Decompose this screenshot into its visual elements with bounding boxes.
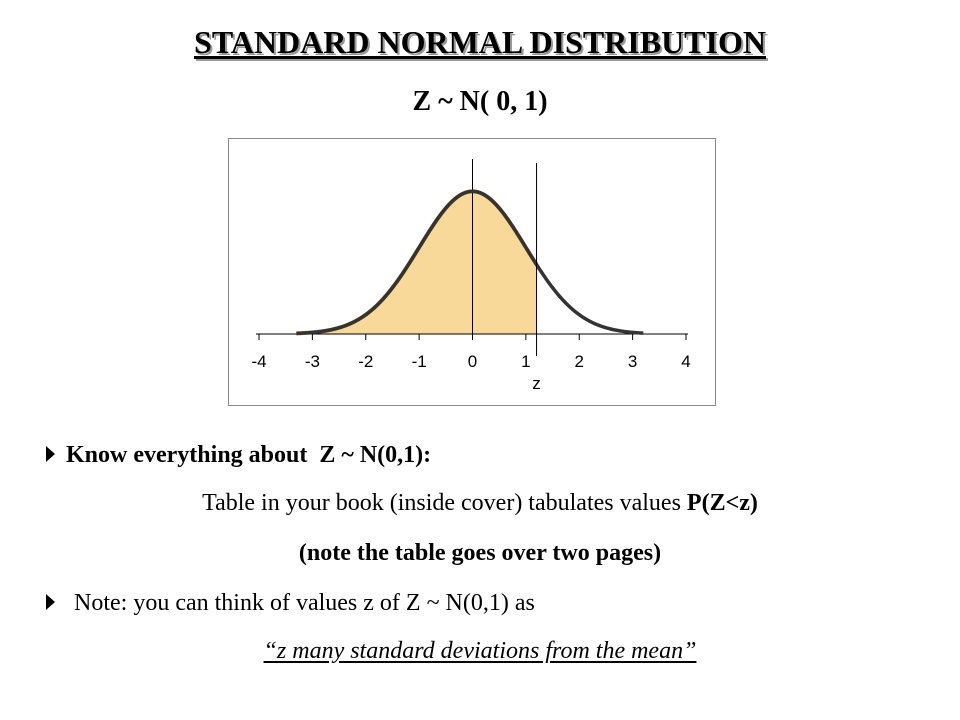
x-tick-label: 4 — [681, 352, 691, 371]
table-note — [0, 490, 960, 517]
table-note-text: Table in your book (inside cover) tabulates values — [202, 490, 687, 516]
x-tick-label: -2 — [358, 352, 374, 371]
x-tick-label: -4 — [251, 352, 267, 371]
x-tick-label: -1 — [411, 352, 427, 371]
normal-chart — [228, 138, 716, 406]
bullet-arrow-icon — [46, 446, 55, 462]
x-tick-label: 3 — [627, 352, 638, 371]
x-tick-label: -3 — [304, 352, 320, 371]
bullet-1 — [66, 442, 431, 469]
sd-quote: “z many standard deviations from the mean” — [263, 638, 697, 664]
x-tick-label: 1 — [521, 352, 531, 371]
bullet-2: Note: you can think of values z of Z ~ N(0,1) as — [74, 590, 535, 616]
x-tick-label: 0 — [467, 352, 478, 371]
slide-subtitle: Z ~ N( 0, 1) — [412, 86, 548, 117]
z-marker-label: z — [532, 374, 541, 393]
slide-title: STANDARD NORMAL DISTRIBUTION — [194, 24, 766, 60]
bullet-arrow-icon — [46, 594, 55, 610]
x-tick-label: 2 — [574, 352, 584, 371]
normal-chart-svg — [229, 139, 715, 405]
bullet-1-expr: Z ~ N(0,1): — [319, 442, 432, 468]
bullet-1-lead: Know everything about — [66, 442, 308, 468]
table-note-prob: P(Z<z) — [686, 490, 758, 516]
pages-note: (note the table goes over two pages) — [298, 540, 662, 566]
